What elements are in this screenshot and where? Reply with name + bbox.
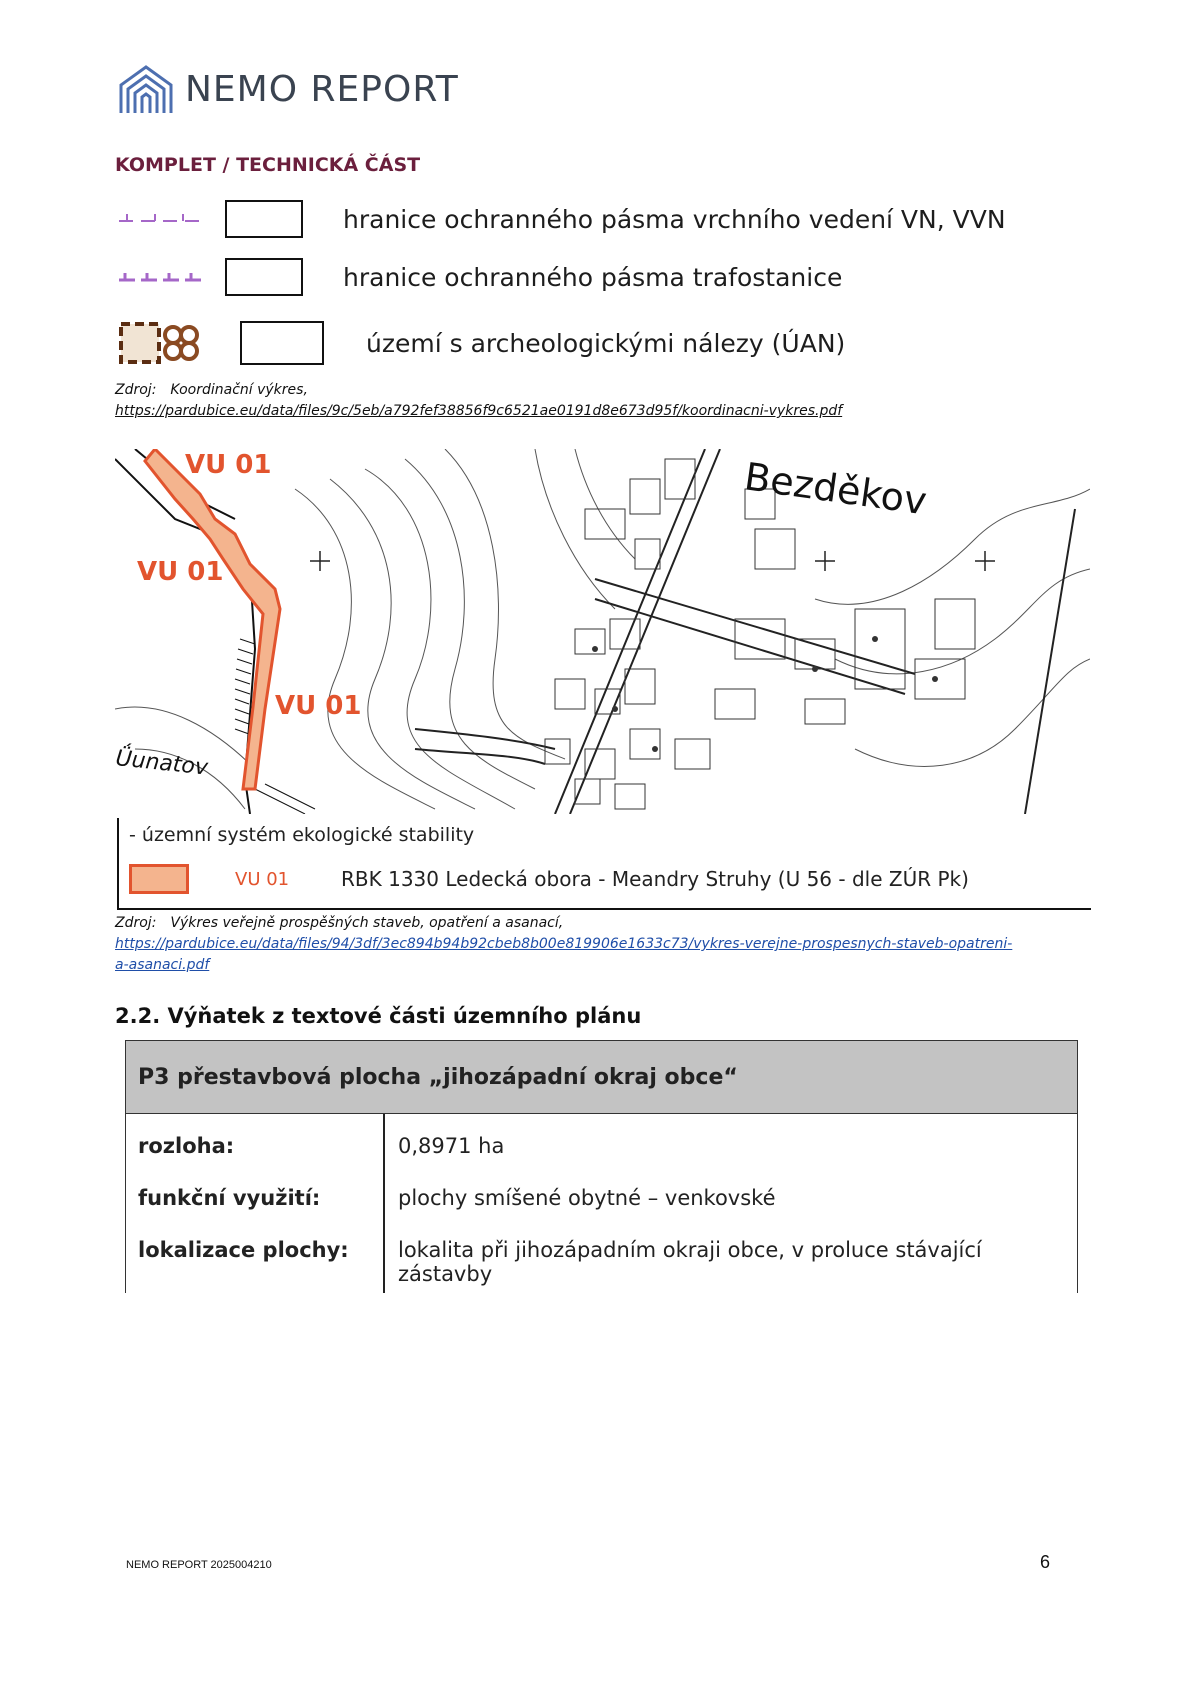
eco-legend-swatch	[129, 864, 189, 894]
source-label: Zdroj:	[115, 915, 157, 931]
subsection-title: 2.2. Výňatek z textové části územního plánu	[115, 1004, 642, 1028]
eco-legend-code: VU 01	[235, 869, 290, 890]
table-body	[125, 1114, 1078, 1293]
source-note-1	[115, 380, 842, 422]
table-header-text: P3 přestavbová plocha „jihozápadní okraj obce“	[138, 1064, 738, 1090]
legend-text: hranice ochranného pásma vrchního vedení VN, VVN	[343, 204, 1006, 234]
row-value: plochy smíšené obytné – venkovské	[398, 1186, 776, 1210]
zoning-map-drawing	[115, 449, 1090, 814]
row-value: 0,8971 ha	[398, 1134, 505, 1158]
eco-legend-description: RBK 1330 Ledecká obora - Meandry Struhy (U 56 - dle ZÚR Pk)	[341, 867, 969, 891]
map-label-vu-top: VU 01	[185, 450, 272, 480]
zoning-map	[115, 449, 1090, 814]
table-header	[125, 1040, 1078, 1114]
legend-swatch	[225, 200, 303, 238]
source-link-line-2[interactable]: a-asanaci.pdf	[115, 957, 210, 973]
source-note-2	[115, 913, 1075, 976]
source-link[interactable]: https://pardubice.eu/data/files/9c/5eb/a792fef38856f9c6521ae0191d8e673d95f/koordinacni-vykres.pdf	[115, 403, 843, 419]
nemo-building-logo-icon	[117, 63, 175, 115]
map-label-town-east: Bezděkov	[741, 454, 930, 524]
header-logo	[117, 60, 461, 118]
row-key: lokalizace plochy:	[138, 1238, 349, 1262]
legend-swatch	[240, 321, 324, 365]
source-label: Zdroj:	[115, 382, 157, 398]
row-key: funkční využití:	[138, 1186, 321, 1210]
source-link-line-1[interactable]: https://pardubice.eu/data/files/94/3df/3ec894b94b92cbeb8b00e819906e1633c73/vykres-verejne-prospesnych-staveb-opatreni-	[115, 936, 1013, 952]
logo-text: NEMO REPORT	[185, 68, 459, 110]
map-label-town-west: Ǘunatov	[115, 746, 210, 781]
table-row	[126, 1186, 1077, 1226]
archaeology-symbol-icon	[115, 318, 240, 368]
table-row	[126, 1134, 1077, 1174]
eco-legend-box	[117, 818, 1091, 910]
row-value: lokalita při jihozápadním okraji obce, v proluce stávající zástavby	[398, 1238, 982, 1286]
legend-row-archaeology	[115, 315, 1035, 371]
page-number: 6	[1040, 1552, 1051, 1572]
map-label-vu-low: VU 01	[275, 691, 362, 721]
legend-text: území s archeologickými nálezy (ÚAN)	[366, 328, 846, 358]
table-row	[126, 1238, 1077, 1286]
map-label-vu-mid: VU 01	[137, 557, 224, 587]
plan-area-table	[125, 1040, 1078, 1293]
legend-row-vn-vvn	[115, 194, 1035, 244]
source-title: Koordinační výkres,	[170, 382, 308, 398]
legend-row-transformer	[115, 252, 1035, 302]
footer-doc-id: NEMO REPORT 2025004210	[126, 1559, 272, 1571]
row-key: rozloha:	[138, 1134, 235, 1158]
legend-text: hranice ochranného pásma trafostanice	[343, 262, 843, 292]
vn-vvn-boundary-line-icon	[115, 199, 225, 239]
legend-swatch	[225, 258, 303, 296]
section-title: KOMPLET / TECHNICKÁ ČÁST	[115, 154, 421, 176]
source-title: Výkres veřejně prospěšných staveb, opatření a asanací,	[170, 915, 564, 931]
transformer-boundary-line-icon	[115, 257, 225, 297]
eco-legend-title: - územní systém ekologické stability	[129, 824, 475, 846]
